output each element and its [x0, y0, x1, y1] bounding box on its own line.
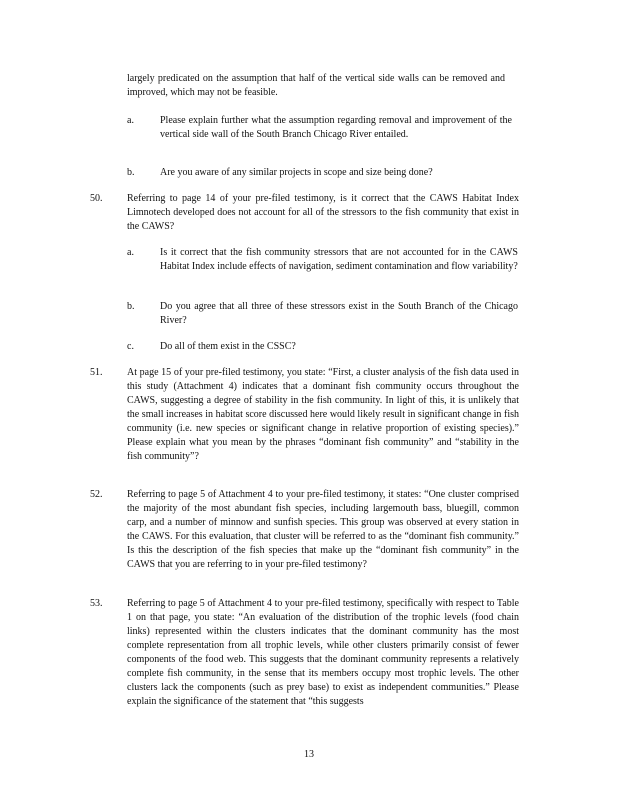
question-text: At page 15 of your pre-filed testimony, you state: “First, a cluster analysis of the fish data used in this study (Attachment 4) indicates that a dominant fish community occurs throughout the CAWS, suggesting a degree of stability in the fish community. In light of this, it is unlikely that the small increases in habitat score discussed here would likely result in significant change in fish community (i.e. new species or significant change in relative proportion of existing species).” Please explain what you mean by the phrases “dominant fish community” and “stability in the fish community”? [127, 367, 519, 462]
question-number: 53. [90, 598, 103, 609]
item-text: Please explain further what the assumption regarding removal and improvement of the vertical side wall of the South Branch Chicago River entailed. [160, 115, 512, 140]
question-text: Referring to page 5 of Attachment 4 to your pre-filed testimony, it states: “One cluster comprised the majority of the most abundant fish species, including largemouth bass, bluegill, common carp, and a number of minnow and sunfish species. This group was observed at every station in the CAWS. For this evaluation, that cluster will be referred to as the “dominant fish community.” Is this the description of the fish species that make up the “dominant fish community” in the CAWS that you are referring to in your pre-filed testimony? [127, 489, 519, 570]
item-label: b. [127, 167, 135, 178]
item-text: Are you aware of any similar projects in scope and size being done? [160, 167, 433, 178]
question-number: 50. [90, 193, 103, 204]
page-number: 13 [304, 749, 314, 760]
question-text: Referring to page 5 of Attachment 4 to your pre-filed testimony, specifically with respect to Table 1 on that page, you state: “An evaluation of the distribution of the trophic levels (food chain links) represented within the clusters indicates that the dominant community has the most complete representation from all trophic levels, while other clusters primarily consist of fewer components of the food web. This suggests that the dominant community represents a relatively complete fish community, in the sense that its members occupy most trophic levels. The other clusters lack the components (such as prey base) to exist as independent communities.” Please explain the significance of the statement that “this suggests [127, 598, 519, 707]
item-label: c. [127, 341, 134, 352]
item-text: Is it correct that the fish community stressors that are not accounted for in the CAWS Habitat Index include effects of navigation, sediment contamination and flow variability? [160, 247, 518, 272]
item-label: a. [127, 115, 134, 126]
question-text: Referring to page 14 of your pre-filed testimony, is it correct that the CAWS Habitat Index Limnotech developed does not account for all of the stressors to the fish community that exist in the CAWS? [127, 193, 519, 232]
item-label: a. [127, 247, 134, 258]
item-label: b. [127, 301, 135, 312]
continuation-paragraph: largely predicated on the assumption that half of the vertical side walls can be removed and improved, which may not be feasible. [127, 73, 505, 98]
item-text: Do all of them exist in the CSSC? [160, 341, 296, 352]
question-number: 51. [90, 367, 103, 378]
item-text: Do you agree that all three of these stressors exist in the South Branch of the Chicago River? [160, 301, 518, 326]
question-number: 52. [90, 489, 103, 500]
